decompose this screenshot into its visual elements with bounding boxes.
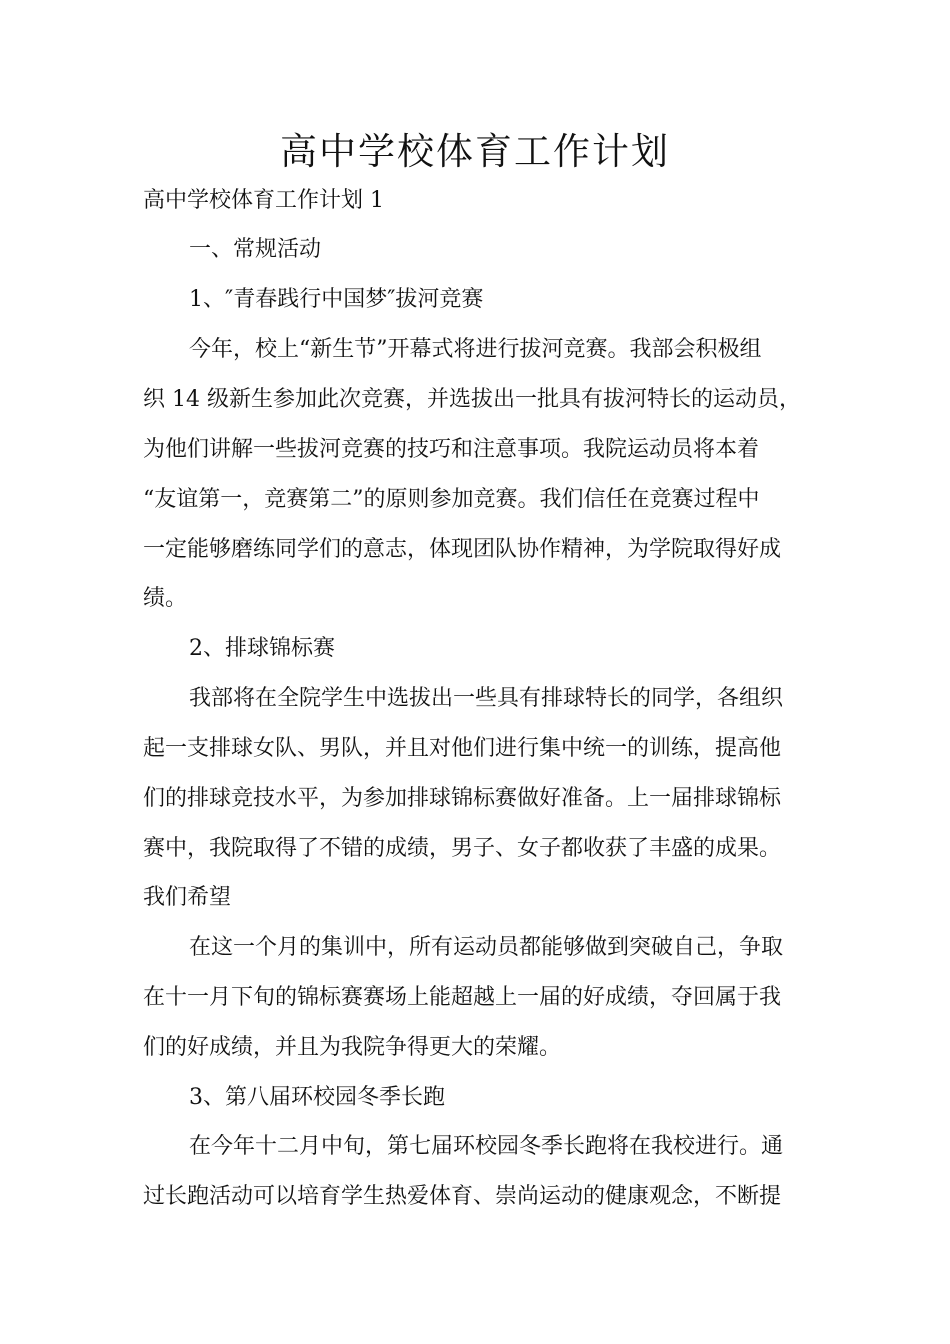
- paragraph-line: 过长跑活动可以培育学生热爱体育、崇尚运动的健康观念，不断提: [143, 1184, 782, 1209]
- document-subtitle: 高中学校体育工作计划 1: [143, 188, 384, 213]
- paragraph-line: 绩。: [143, 586, 188, 611]
- section-heading: 一、常规活动: [189, 237, 322, 262]
- paragraph-line: 们的排球竞技水平，为参加排球锦标赛做好准备。上一届排球锦标: [143, 786, 782, 811]
- paragraph-line: 为他们讲解一些拔河竞赛的技巧和注意事项。我院运动员将本着: [143, 437, 760, 462]
- item-2-title: 2、排球锦标赛: [189, 636, 335, 661]
- item-1-title: 1、″青春践行中国梦″拔河竞赛: [189, 287, 484, 312]
- paragraph-line: 在这一个月的集训中，所有运动员都能够做到突破自己，争取: [189, 935, 784, 960]
- paragraph-line: 们的好成绩，并且为我院争得更大的荣耀。: [143, 1035, 562, 1060]
- document-title: 高中学校体育工作计划: [280, 130, 670, 173]
- paragraph-line: 织 14 级新生参加此次竞赛，并选拔出一批具有拔河特长的运动员，: [143, 387, 801, 412]
- paragraph-line: “友谊第一，竞赛第二”的原则参加竞赛。我们信任在竞赛过程中: [143, 487, 760, 512]
- paragraph-line: 一定能够磨练同学们的意志，体现团队协作精神，为学院取得好成: [143, 537, 782, 562]
- paragraph-line: 今年，校上“新生节”开幕式将进行拔河竞赛。我部会积极组: [189, 337, 762, 362]
- paragraph-line: 在今年十二月中旬，第七届环校园冬季长跑将在我校进行。通: [189, 1134, 784, 1159]
- paragraph-line: 赛中，我院取得了不错的成绩，男子、女子都收获了丰盛的成果。: [143, 836, 782, 861]
- item-3-title: 3、第八届环校园冬季长跑: [189, 1085, 445, 1110]
- paragraph-line: 起一支排球女队、男队，并且对他们进行集中统一的训练，提高他: [143, 736, 782, 761]
- paragraph-line: 在十一月下旬的锦标赛赛场上能超越上一届的好成绩，夺回属于我: [143, 985, 782, 1010]
- paragraph-line: 我们希望: [143, 885, 232, 910]
- paragraph-line: 我部将在全院学生中选拔出一些具有排球特长的同学，各组织: [189, 686, 784, 711]
